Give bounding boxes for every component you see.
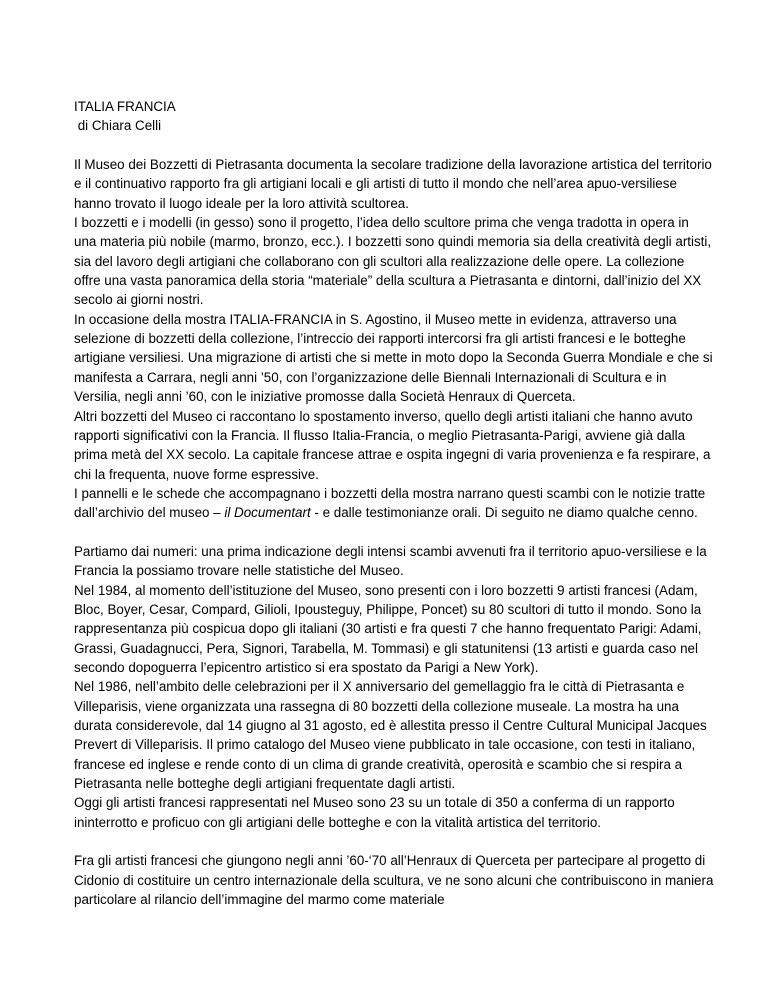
paragraph: Altri bozzetti del Museo ci raccontano lo spostamento inverso, quello degli artisti italiani che hanno avuto rapporti significativi con la Francia. Il flusso Italia-Francia, o meglio Pietrasanta-Parigi, avviene già dalla prima metà del XX secolo. La capitale francese attrae e ospita ingegni di varia provenienza e fa respirare, a chi la frequenta, nuove forme espressive. [74, 408, 711, 482]
paragraph: Nel 1984, al momento dell’istituzione del Museo, sono presenti con i loro bozzetti 9 artisti francesi (Adam, Bloc, Boyer, Cesar, Compard, Gilioli, Ipousteguy, Philippe, Poncet) su 80 scultori di tutto il mondo. Sono la rappresentanza più cospicua dopo gli italiani (30 artisti e fra questi 7 che hanno frequentato Parigi: Adami, Grassi, Guadagnucci, Pera, Signori, Tarabella, M. Tommasi) e gli statunitensi (13 artisti e guarda caso nel secondo dopoguerra l’epicentro artistico si era spostato da Parigi a New York). [74, 582, 702, 675]
document-title: ITALIA FRANCIA [74, 99, 176, 114]
paragraph-text: I pannelli e le schede che accompagnano i bozzetti della mostra narrano questi scambi con le notizie tratte dall’archivio del museo – [74, 485, 706, 521]
paragraph: Fra gli artisti francesi che giungono negli anni ’60-‘70 all’Henraux di Querceta per partecipare al progetto di Cidonio di costituire un centro internazionale della scultura, ve ne sono alcuni che contribuiscono in maniera particolare al rilancio dell’immagine del marmo come materiale [74, 853, 714, 908]
paragraph: Il Museo dei Bozzetti di Pietrasanta documenta la secolare tradizione della lavorazione artistica del territorio e il continuativo rapporto fra gli artigiani locali e gli artisti di tutto il mondo che nell’area apuo-versiliese hanno trovato il luogo ideale per la loro attività scultorea. [74, 157, 712, 211]
paragraph-text: - e dalle testimonianze orali. Di seguito ne diamo qualche cenno. [310, 505, 698, 521]
paragraph [74, 484, 714, 523]
document-author: di Chiara Celli [74, 118, 162, 134]
paragraph-gap [74, 523, 714, 542]
paragraph: Nel 1986, nell’ambito delle celebrazioni per il X anniversario del gemellaggio fra le città di Pietrasanta e Villeparisis, viene organizzata una rassegna di 80 bozzetti della collezione museale. La mostra ha una durata considerevole, dal 14 giugno al 31 agosto, ed è allestita presso il Centre Cultural Municipal Jacques Prevert di Villeparisis. Il primo catalogo del Museo viene pubblicato in tale occasione, con testi in italiano, francese ed inglese e rende conto di un clima di grande creatività, operosità e scambio che si respira a Pietrasanta nelle botteghe degli artigiani frequentate dagli artisti. [74, 679, 707, 792]
paragraph: Oggi gli artisti francesi rappresentati nel Museo sono 23 su un totale di 350 a conferma di un rapporto ininterrotto e proficuo con gli artigiani delle botteghe e con la vitalità artistica del territorio. [74, 795, 675, 830]
paragraph-gap [74, 832, 714, 851]
paragraph: Partiamo dai numeri: una prima indicazione degli intensi scambi avvenuti fra il territorio apuo-versiliese e la Francia la possiamo trovare nelle statistiche del Museo. [74, 543, 707, 579]
italic-reference: il Documentart [224, 505, 311, 521]
document-body [74, 97, 714, 909]
paragraph: In occasione della mostra ITALIA-FRANCIA in S. Agostino, il Museo mette in evidenza, attraverso una selezione di bozzetti della collezione, l’intreccio dei rapporti intercorsi fra gli artisti francesi e le botteghe artigiane versiliesi. Una migrazione di artisti che si mette in moto dopo la Seconda Guerra Mondiale e che si manifesta a Carrara, negli anni ’50, con l’organizzazione delle Biennali Internazionali di Scultura e in Versilia, negli anni ’60, con le iniziative promosse dalla Società Henraux di Querceta. [74, 311, 713, 405]
paragraph-gap [74, 136, 714, 155]
paragraph: I bozzetti e i modelli (in gesso) sono il progetto, l’idea dello scultore prima che venga tradotta in opera in una materia più nobile (marmo, bronzo, ecc.). I bozzetti sono quindi memoria sia della creatività degli artisti, sia del lavoro degli artigiani che collaborano con gli scultori alla realizzazione delle opere. La collezione offre una vasta panoramica della storia “materiale” della scultura a Pietrasanta e dintorni, dall’inizio del XX secolo ai giorni nostri. [74, 215, 712, 308]
